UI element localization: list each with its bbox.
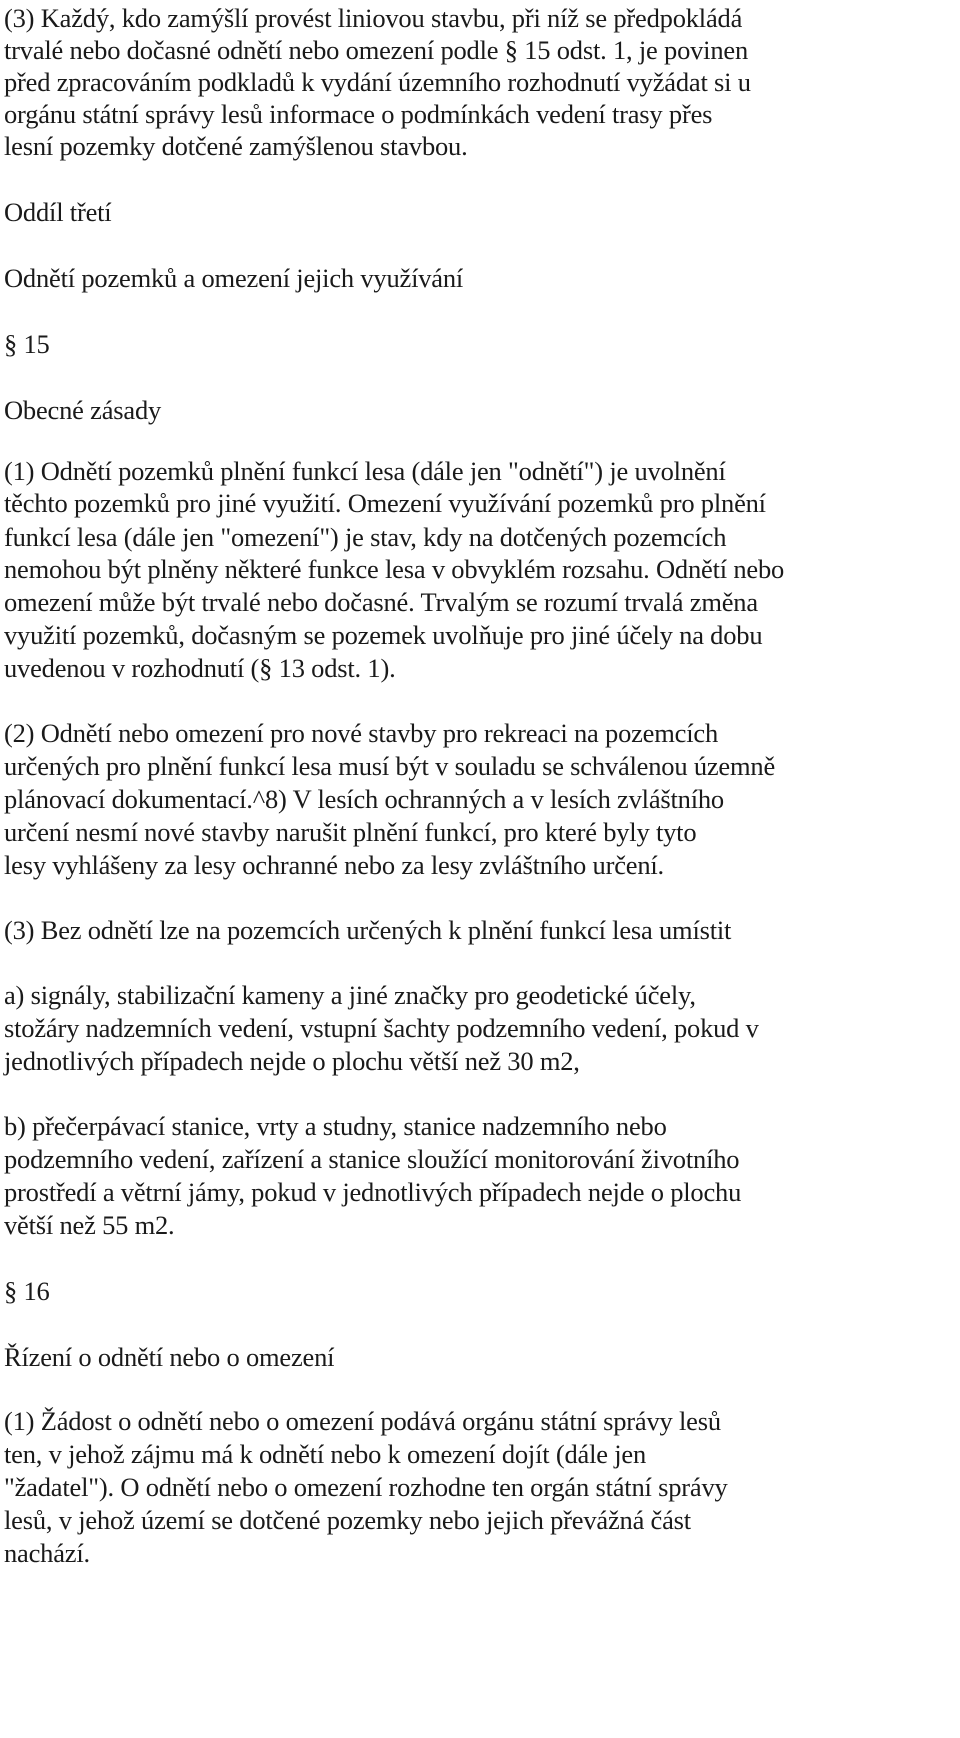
text-line: určených pro plnění funkcí lesa musí být v souladu se schválenou územně — [4, 751, 776, 781]
text-line: (1) Odnětí pozemků plnění funkcí lesa (dále jen "odnětí") je uvolnění — [4, 456, 726, 486]
text-line: (3) Každý, kdo zamýšlí provést liniovou stavbu, při níž se předpokládá — [4, 3, 743, 33]
text-line: lesní pozemky dotčené zamýšlenou stavbou. — [4, 131, 468, 161]
text-line: plánovací dokumentací.^8) V lesích ochranných a v lesích zvláštního — [4, 784, 724, 814]
text-line: "žadatel"). O odnětí nebo o omezení rozhodne ten orgán státní správy — [4, 1472, 728, 1502]
text-line: lesů, v jehož území se dotčené pozemky nebo jejich převážná část — [4, 1505, 691, 1535]
text-line: b) přečerpávací stanice, vrty a studny, stanice nadzemního nebo — [4, 1111, 667, 1141]
text-line: větší než 55 m2. — [4, 1210, 175, 1240]
text-line: (2) Odnětí nebo omezení pro nové stavby pro rekreaci na pozemcích — [4, 718, 718, 748]
text-line: orgánu státní správy lesů informace o podmínkách vedení trasy přes — [4, 99, 713, 129]
text-line: prostředí a větrní jámy, pokud v jednotlivých případech nejde o plochu — [4, 1177, 742, 1207]
text-line: využití pozemků, dočasným se pozemek uvolňuje pro jiné účely na dobu — [4, 620, 763, 650]
text-line: lesy vyhlášeny za lesy ochranné nebo za lesy zvláštního určení. — [4, 850, 664, 880]
text-line: před zpracováním podkladů k vydání územního rozhodnutí vyžádat si u — [4, 67, 751, 97]
text-line: jednotlivých případech nejde o plochu větší než 30 m2, — [4, 1046, 580, 1076]
section-heading: Oddíl třetí — [4, 197, 112, 227]
paragraph-title: Řízení o odnětí nebo o omezení — [4, 1342, 335, 1372]
text-line: uvedenou v rozhodnutí (§ 13 odst. 1). — [4, 653, 396, 683]
text-line: funkcí lesa (dále jen "omezení") je stav, kdy na dotčených pozemcích — [4, 522, 727, 552]
text-line: trvalé nebo dočasné odnětí nebo omezení podle § 15 odst. 1, je povinen — [4, 35, 748, 65]
text-line: (1) Žádost o odnětí nebo o omezení podává orgánu státní správy lesů — [4, 1406, 721, 1436]
text-line: podzemního vedení, zařízení a stanice sloužící monitorování životního — [4, 1144, 740, 1174]
paragraph-number: § 16 — [4, 1276, 50, 1306]
text-line: a) signály, stabilizační kameny a jiné značky pro geodetické účely, — [4, 980, 696, 1010]
paragraph-title: Obecné zásady — [4, 395, 162, 425]
text-line: nemohou být plněny některé funkce lesa v obvyklém rozsahu. Odnětí nebo — [4, 554, 785, 584]
paragraph-number: § 15 — [4, 329, 50, 359]
text-line: nachází. — [4, 1538, 90, 1568]
text-line: stožáry nadzemních vedení, vstupní šachty podzemního vedení, pokud v — [4, 1013, 759, 1043]
text-line: (3) Bez odnětí lze na pozemcích určených k plnění funkcí lesa umístit — [4, 915, 732, 945]
text-line: těchto pozemků pro jiné využití. Omezení využívání pozemků pro plnění — [4, 488, 766, 518]
text-line: omezení může být trvalé nebo dočasné. Trvalým se rozumí trvalá změna — [4, 587, 758, 617]
text-line: určení nesmí nové stavby narušit plnění funkcí, pro které byly tyto — [4, 817, 697, 847]
text-line: ten, v jehož zájmu má k odnětí nebo k omezení dojít (dále jen — [4, 1439, 646, 1469]
section-title: Odnětí pozemků a omezení jejich využívání — [4, 263, 464, 293]
